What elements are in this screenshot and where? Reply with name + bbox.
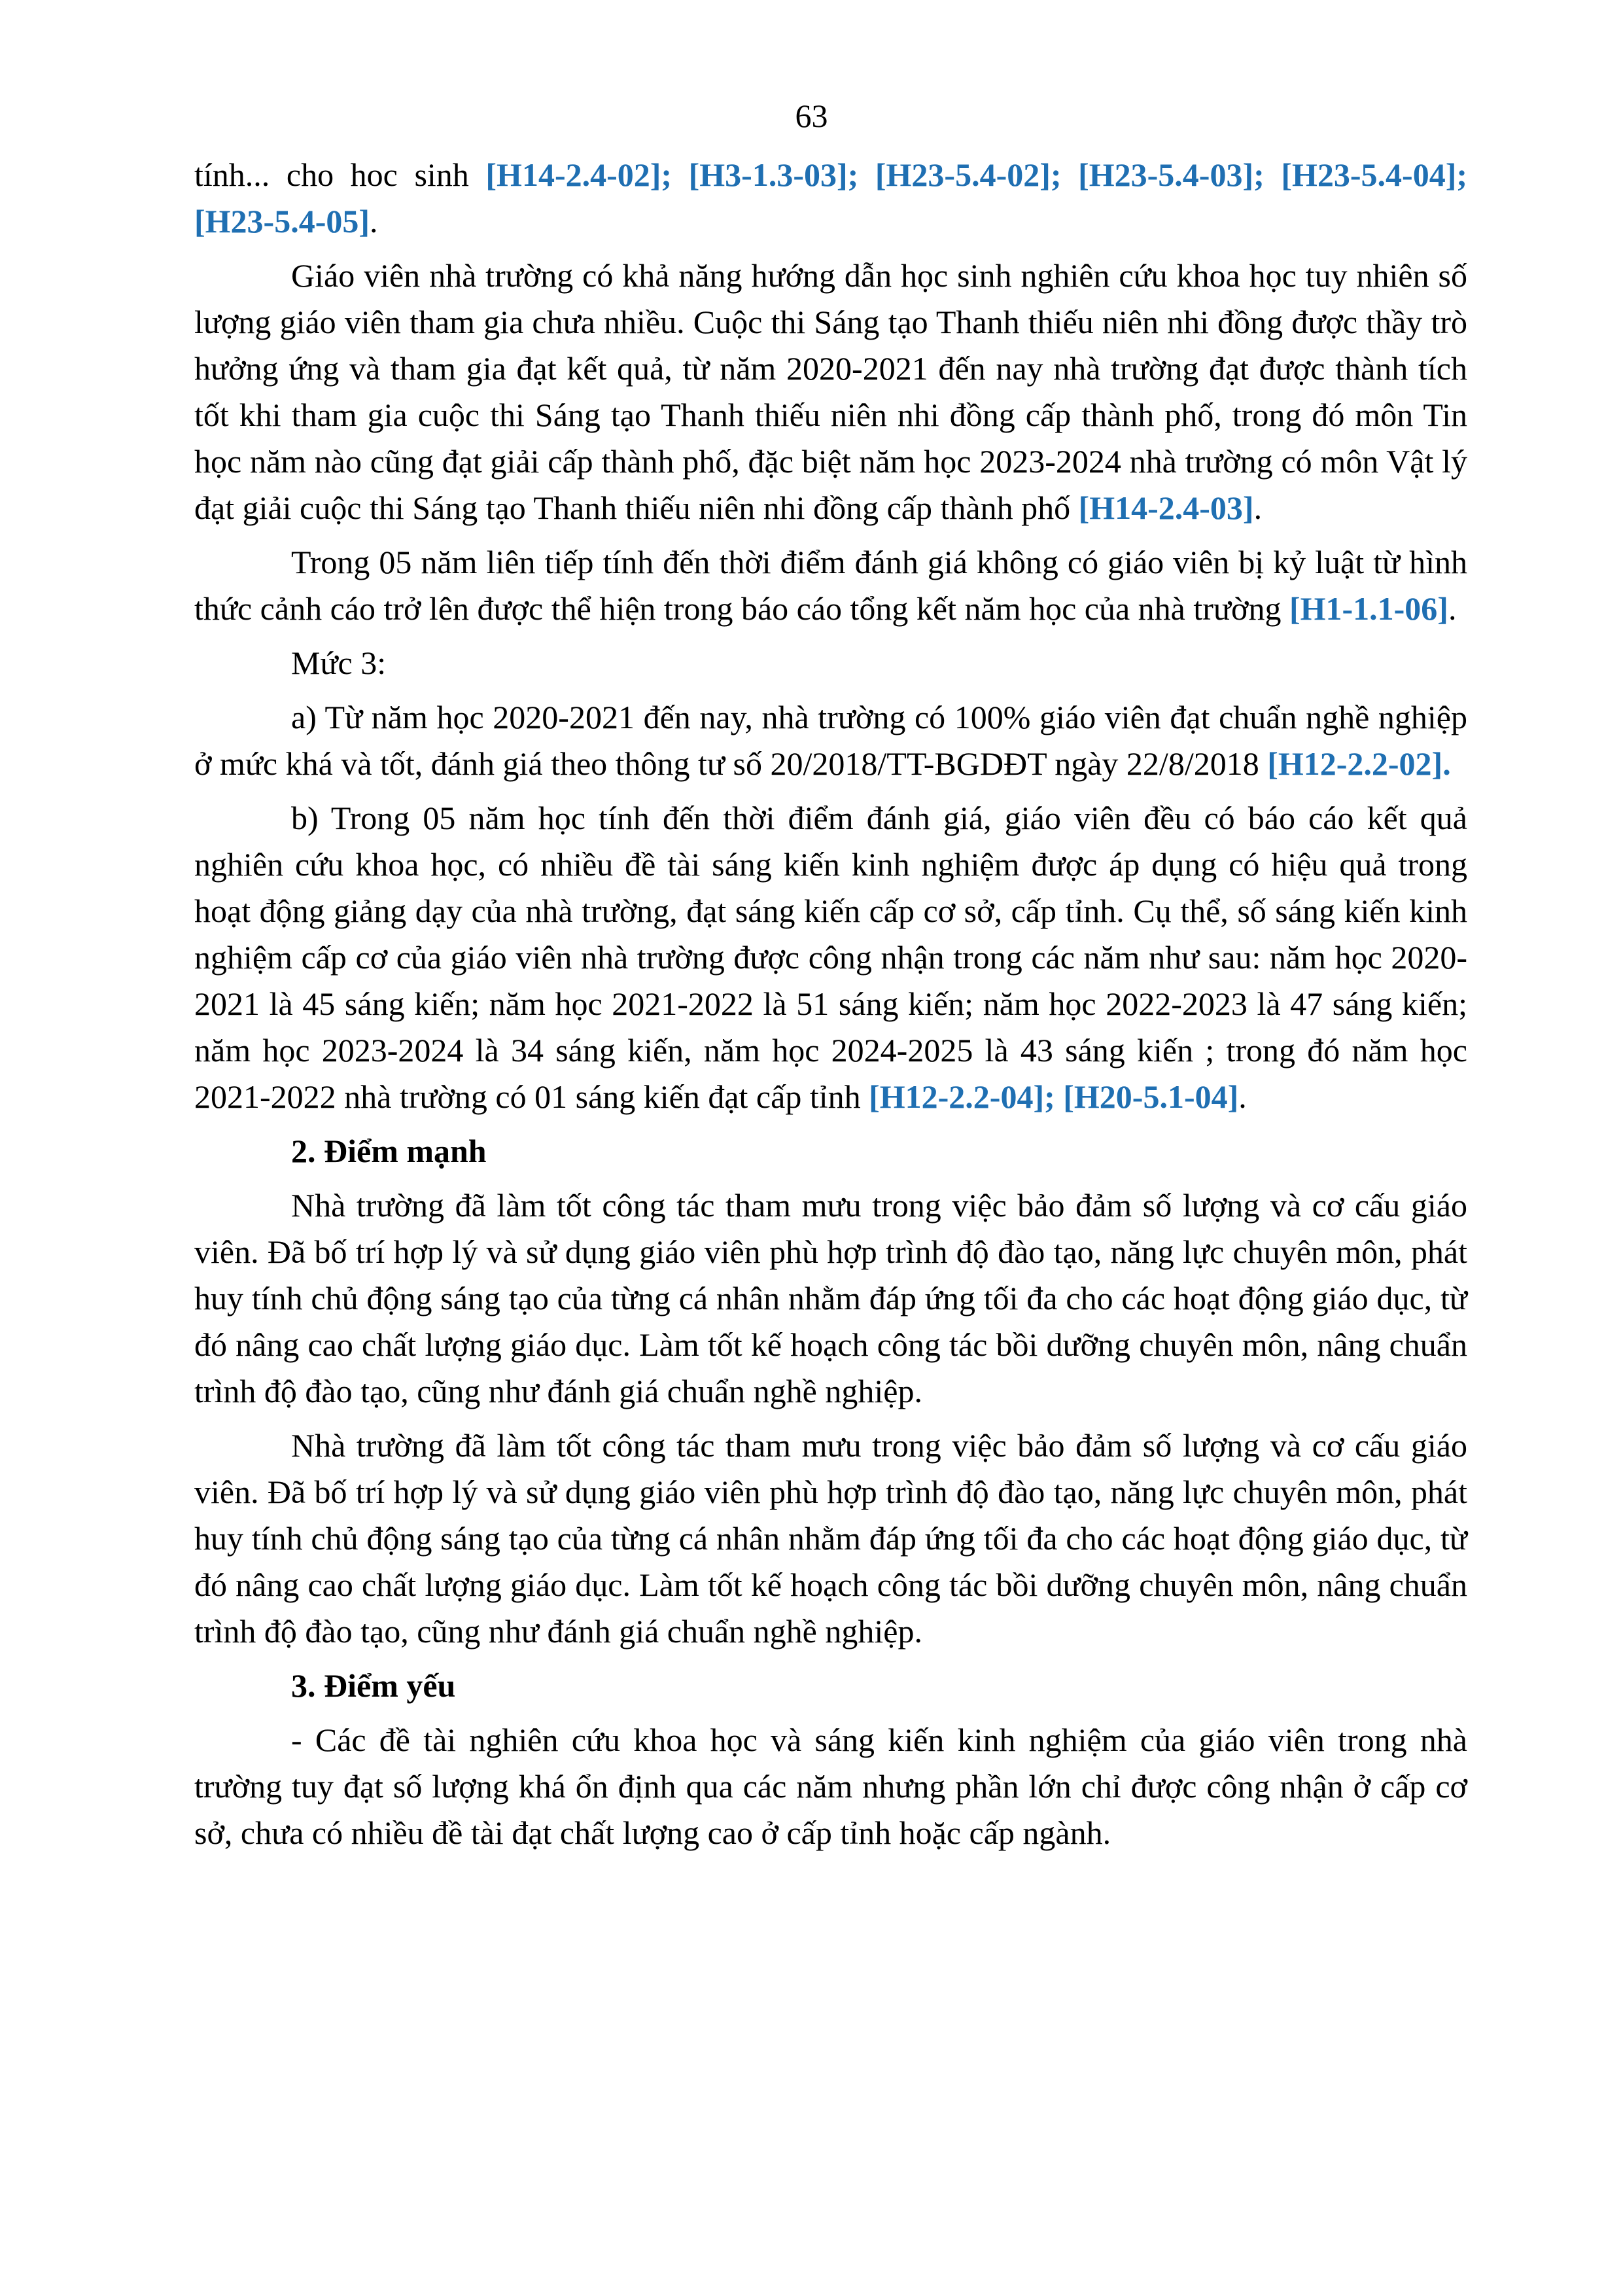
text-run: b) Trong 05 năm học tính đến thời điểm đánh giá, giáo viên đều có báo cáo kết quả nghiên cứu khoa học, có nhiều đề tài sáng kiến kinh nghiệm được áp dụng có hiệu quả trong hoạt động giảng dạy của nhà trường, đạt sáng kiến cấp cơ sở, cấp tỉnh. Cụ thể, số sáng kiến kinh nghiệm cấp cơ của giáo viên nhà trường được công nhận trong các năm như sau: năm học 2020-2021 là 45 sáng kiến; năm học 2021-2022 là 51 sáng kiến; năm học 2022-2023 là 47 sáng kiến; năm học 2023-2024 là 34 sáng kiến, năm học 2024-2025 là 43 sáng kiến ; trong đó năm học 2021-2022 nhà trường có 01 sáng kiến đạt cấp tỉnh <box>194 800 1467 1115</box>
evidence-reference: [H14-2.4-03] <box>1078 489 1254 526</box>
text-run: a) Từ năm học 2020-2021 đến nay, nhà trường có 100% giáo viên đạt chuẩn nghề nghiệp ở mức khá và tốt, đánh giá theo thông tư số 20/2018/TT-BGDĐT ngày 22/8/2018 <box>194 699 1467 782</box>
text-run: . <box>1448 590 1457 627</box>
text-run: Trong 05 năm liên tiếp tính đến thời điểm đánh giá không có giáo viên bị kỷ luật từ hình thức cảnh cáo trở lên được thể hiện trong báo cáo tổng kết năm học của nhà trường <box>194 544 1467 627</box>
evidence-reference: [H12-2.2-02]. <box>1267 745 1451 782</box>
evidence-reference: [H14-2.4-02]; [H3-1.3-03]; [H23-5.4-02]; [H23-5.4-03]; [H23-5.4-04]; [H23-5.4-05] <box>194 156 1467 239</box>
paragraph <box>194 1182 1467 1415</box>
text-run: tính... cho hoc sinh <box>194 156 486 193</box>
evidence-reference: [H1-1.1-06] <box>1289 590 1448 627</box>
section-heading <box>194 1128 1467 1174</box>
text-run: Giáo viên nhà trường có khả năng hướng dẫn học sinh nghiên cứu khoa học tuy nhiên số lượng giáo viên tham gia chưa nhiều. Cuộc thi Sáng tạo Thanh thiếu niên nhi đồng được thầy trò hưởng ứng và tham gia đạt kết quả, từ năm 2020-2021 đến nay nhà trường đạt được thành tích tốt khi tham gia cuộc thi Sáng tạo Thanh thiếu niên nhi đồng cấp thành phố, trong đó môn Tin học năm nào cũng đạt giải cấp thành phố, đặc biệt năm học 2023-2024 nhà trường có môn Vật lý đạt giải cuộc thi Sáng tạo Thanh thiếu niên nhi đồng cấp thành phố <box>194 257 1467 526</box>
paragraph <box>194 795 1467 1120</box>
paragraph <box>194 152 1467 245</box>
text-run: 2. Điểm mạnh <box>291 1133 487 1169</box>
paragraph <box>194 640 1467 686</box>
text-run: . <box>370 203 378 239</box>
page-number: 63 <box>795 97 828 134</box>
text-run: Nhà trường đã làm tốt công tác tham mưu trong việc bảo đảm số lượng và cơ cấu giáo viên. Đã bố trí hợp lý và sử dụng giáo viên phù hợp trình độ đào tạo, năng lực chuyên môn, phát huy tính chủ động sáng tạo của từng cá nhân nhằm đáp ứng tối đa cho các hoạt động giáo dục, từ đó nâng cao chất lượng giáo dục. Làm tốt kế hoạch công tác bồi dưỡng chuyên môn, nâng chuẩn trình độ đào tạo, cũng như đánh giá chuẩn nghề nghiệp. <box>194 1427 1467 1650</box>
section-heading <box>194 1663 1467 1709</box>
paragraph <box>194 1422 1467 1655</box>
document-body <box>194 152 1467 1864</box>
text-run: Nhà trường đã làm tốt công tác tham mưu trong việc bảo đảm số lượng và cơ cấu giáo viên. Đã bố trí hợp lý và sử dụng giáo viên phù hợp trình độ đào tạo, năng lực chuyên môn, phát huy tính chủ động sáng tạo của từng cá nhân nhằm đáp ứng tối đa cho các hoạt động giáo dục, từ đó nâng cao chất lượng giáo dục. Làm tốt kế hoạch công tác bồi dưỡng chuyên môn, nâng chuẩn trình độ đào tạo, cũng như đánh giá chuẩn nghề nghiệp. <box>194 1187 1467 1409</box>
paragraph <box>194 694 1467 787</box>
paragraph <box>194 539 1467 632</box>
text-run: - Các đề tài nghiên cứu khoa học và sáng kiến kinh nghiệm của giáo viên trong nhà trường tuy đạt số lượng khá ổn định qua các năm nhưng phần lớn chỉ được công nhận ở cấp cơ sở, chưa có nhiều đề tài đạt chất lượng cao ở cấp tỉnh hoặc cấp ngành. <box>194 1722 1467 1851</box>
text-run: Mức 3: <box>291 645 387 681</box>
evidence-reference: [H12-2.2-04]; [H20-5.1-04] <box>869 1078 1239 1115</box>
text-run: . <box>1238 1078 1247 1115</box>
text-run: . <box>1253 489 1263 526</box>
paragraph <box>194 253 1467 531</box>
paragraph <box>194 1717 1467 1856</box>
text-run: 3. Điểm yếu <box>291 1667 456 1704</box>
